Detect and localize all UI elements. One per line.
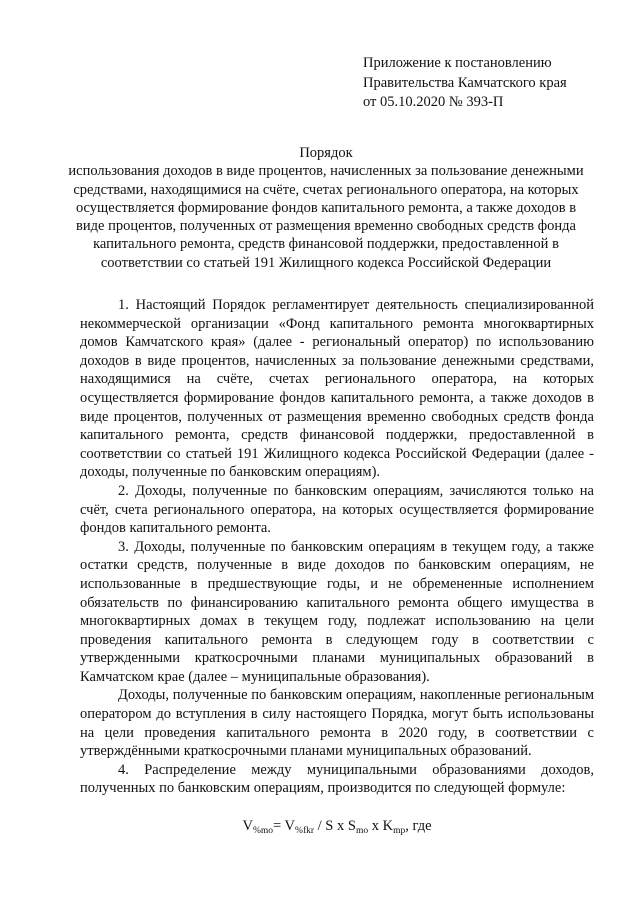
appendix-header: [363, 54, 623, 113]
formula-k-sub: mp: [393, 826, 406, 836]
paragraph-4: 4. Распределение между муниципальными образованиями доходов, полученных по банковским операциям, производится по следующей формуле:: [80, 761, 594, 797]
paragraph-3-cont: Доходы, полученные по банковским операциям, накопленные региональным оператором до вступления в силу настоящего Порядка, могут быть использованы на цели проведения капитального ремонта в 2020 году, в соответствии с утверждёнными краткосрочными планами муниципальных образований.: [80, 687, 594, 760]
paragraph-3: 3. Доходы, полученные по банковским операциям в текущем году, а также остатки средств, полученные в виде доходов по банковским операциям, не использованные в предшествующие годы, и не обремененные исполнением обязательств по финансированию капитального ремонта общего имущества в многоквартирных домах в текущем году, подлежат использованию на цели проведения капитального ремонта в следующем году в соответствии с утвержденными краткосрочными планами муниципальных образований в Камчатском крае (далее – муниципальные образования).: [80, 538, 594, 685]
title-subtitle: использования доходов в виде процентов, начисленных за пользование денежными средствами, находящимися на счёте, счетах регионального оператора, на которых осуществляется формирование фондов капитального ремонта, а также доходов в виде процентов, полученных от размещения временно свободных средств фонда капитального ремонта, средств финансовой поддержки, предоставленной в соответствии со статьей 191 Жилищного кодекса Российской Федерации: [68, 163, 584, 271]
appendix-line-2: Правительства Камчатского края: [363, 74, 567, 91]
formula-eq: = V: [273, 818, 296, 834]
formula-tail: , где: [405, 818, 432, 834]
formula-v1: V: [242, 818, 253, 834]
document-title: [60, 144, 592, 272]
appendix-line-3: от 05.10.2020 № 393-П: [363, 94, 504, 110]
paragraph-1: 1. Настоящий Порядок регламентирует деятельность специализированной некоммерческой организации «Фонд капитального ремонта многоквартирных домов Камчатского края» (далее - региональный оператор) по использованию доходов в виде процентов, начисленных за пользование денежными средствами, находящимися на счёте, счетах регионального оператора, на которых осуществляется формирование фондов капитального ремонта, а также доходов в виде процентов, полученных от размещения временно свободных средств фонда капитального ремонта, средств финансовой поддержки, предоставленной в соответствии со статьей 191 Жилищного кодекса Российской Федерации (далее - доходы, полученные по банковским операциям).: [80, 297, 594, 481]
paragraph-2: 2. Доходы, полученные по банковским операциям, зачисляются только на счёт, счета регионального оператора, на которых осуществляется формирование фондов капитального ремонта.: [80, 482, 594, 537]
document-body: [80, 296, 594, 798]
formula-s-sub: mo: [355, 826, 369, 836]
formula-mid: / S x S: [314, 818, 356, 834]
formula-v1-sub: %mo: [252, 826, 274, 836]
distribution-formula: [80, 816, 594, 841]
appendix-line-1: Приложение к постановлению: [363, 55, 552, 71]
formula-x2: x K: [368, 818, 394, 834]
formula-v2-sub: %fkr: [295, 826, 315, 836]
title-heading: Порядок: [299, 145, 353, 161]
